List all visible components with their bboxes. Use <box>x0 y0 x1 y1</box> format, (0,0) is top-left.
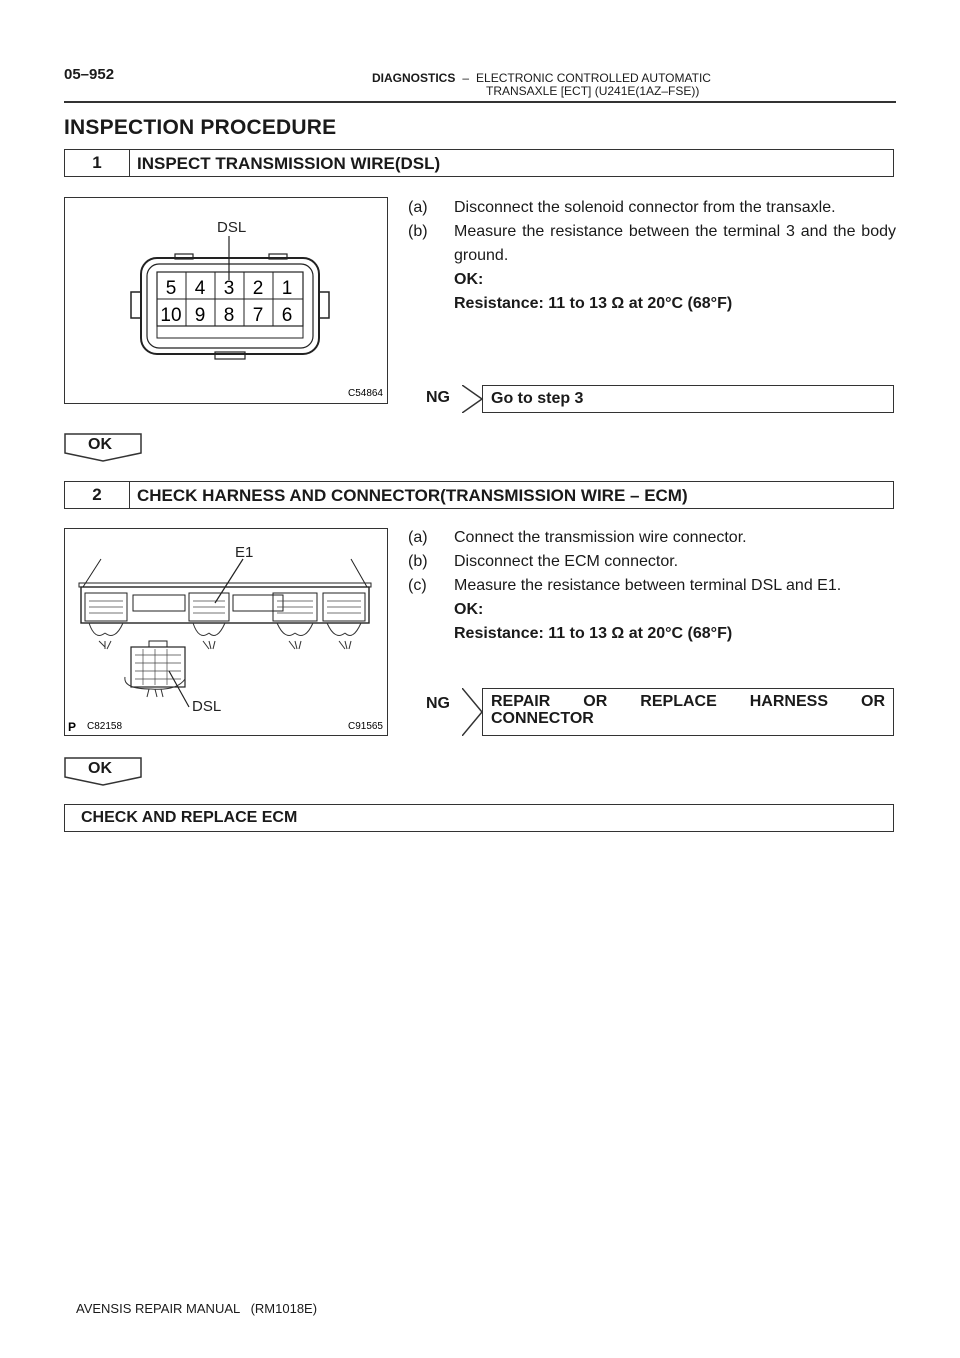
ng-action: Go to step 3 <box>491 390 584 407</box>
section-header <box>372 72 711 98</box>
step-2-bar <box>64 481 894 509</box>
step-1-instructions <box>408 196 896 316</box>
instruction-text: Disconnect the solenoid connector from the transaxle. <box>454 199 836 216</box>
ecm-diagram <box>65 529 386 734</box>
header-rule <box>64 101 896 103</box>
section-line1: ELECTRONIC CONTROLLED AUTOMATIC <box>476 71 711 85</box>
ng-action-box <box>482 688 894 736</box>
callout-e1: E1 <box>235 544 254 561</box>
instruction-text: Measure the resistance between the terminal 3 and the body ground. <box>454 223 896 264</box>
instruction-item <box>408 220 896 268</box>
section-line2: TRANSAXLE [ECT] (U241E(1AZ–FSE)) <box>486 84 700 98</box>
pin-label: 3 <box>223 278 235 299</box>
pin-label: 10 <box>160 305 182 326</box>
ng-action-line2: CONNECTOR <box>491 710 594 727</box>
ng-label: NG <box>426 695 450 712</box>
figure-ecm <box>64 528 388 736</box>
instruction-text: Disconnect the ECM connector. <box>454 553 679 570</box>
figure-connector <box>64 197 388 404</box>
pin-label: 2 <box>252 278 264 299</box>
ng-arrow-icon <box>462 688 484 736</box>
step-1-heading: INSPECT TRANSMISSION WIRE(DSL) <box>137 154 441 173</box>
instruction-item <box>408 196 896 220</box>
final-action: CHECK AND REPLACE ECM <box>81 809 298 826</box>
pin-label: 8 <box>223 305 235 326</box>
pin-label: 7 <box>252 305 264 326</box>
pin-label: 6 <box>281 305 293 326</box>
ok-tab-label: OK <box>88 436 112 453</box>
instruction-item <box>408 526 896 550</box>
ng-action-line1: REPAIR OR REPLACE HARNESS OR <box>491 693 885 710</box>
final-action-box <box>64 804 894 832</box>
ok-tab-label: OK <box>88 760 112 777</box>
pin-label: 1 <box>281 278 293 299</box>
instruction-label: (b) <box>408 553 428 570</box>
instruction-item <box>408 550 896 574</box>
connector-diagram <box>65 198 386 402</box>
figure-code: C54864 <box>347 388 383 399</box>
ng-action-box <box>482 385 894 413</box>
instruction-label: (c) <box>408 577 427 594</box>
pin-label: 5 <box>165 278 177 299</box>
resistance-spec: Resistance: 11 to 13 Ω at 20°C (68°F) <box>454 625 733 642</box>
instruction-item <box>408 574 896 598</box>
pin-label: 4 <box>194 278 206 299</box>
figure-code-right: C91565 <box>347 721 383 732</box>
step-2-heading: CHECK HARNESS AND CONNECTOR(TRANSMISSION WIRE – ECM) <box>137 486 688 505</box>
ng-label: NG <box>426 389 450 406</box>
step-2-number: 2 <box>65 482 130 508</box>
ok-label: OK: <box>454 271 484 288</box>
figure-marker: P <box>68 720 77 734</box>
instruction-label: (a) <box>408 199 428 216</box>
pin-label: 9 <box>194 305 206 326</box>
step-2-instructions <box>408 526 896 646</box>
figure-code-left: C82158 <box>87 721 123 732</box>
section-title: DIAGNOSTICS <box>372 71 456 85</box>
step-1-number: 1 <box>65 150 130 176</box>
callout-dsl: DSL <box>217 219 247 236</box>
ng-arrow-icon <box>462 385 484 413</box>
ok-label: OK: <box>454 601 484 618</box>
instruction-text: Connect the transmission wire connector. <box>454 529 747 546</box>
callout-dsl: DSL <box>192 698 222 715</box>
section-dash: – <box>462 71 470 85</box>
resistance-spec: Resistance: 11 to 13 Ω at 20°C (68°F) <box>454 295 733 312</box>
instruction-label: (b) <box>408 223 428 240</box>
ok-tab <box>64 433 142 457</box>
ok-tab <box>64 757 142 781</box>
instruction-text: Measure the resistance between terminal DSL and E1. <box>454 577 842 594</box>
step-1-bar <box>64 149 894 177</box>
footer-manual-id: AVENSIS REPAIR MANUAL (RM1018E) <box>76 1301 318 1316</box>
page-title: INSPECTION PROCEDURE <box>64 116 337 139</box>
instruction-label: (a) <box>408 529 428 546</box>
page-number: 05–952 <box>64 66 115 83</box>
